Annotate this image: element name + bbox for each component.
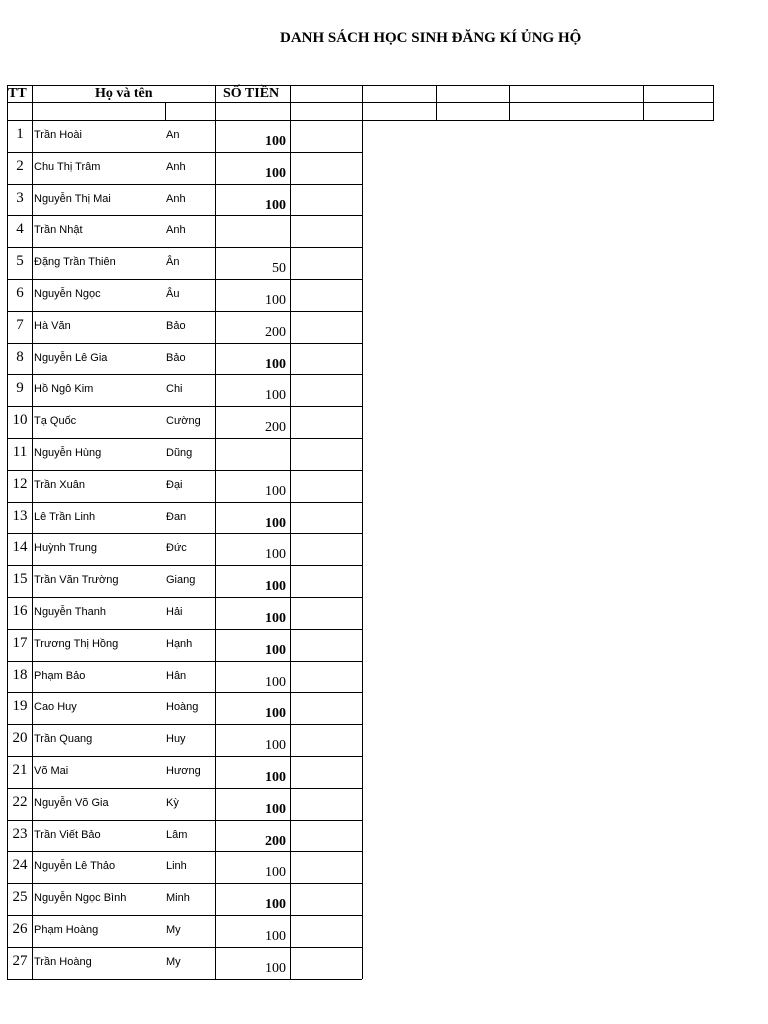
last-name: Trần Viết Bảo [34, 828, 101, 841]
first-name: Anh [166, 224, 186, 237]
grid-line [7, 756, 362, 757]
amount: 100 [265, 770, 286, 785]
amount: 100 [265, 611, 286, 626]
first-name: Kỳ [166, 796, 179, 809]
last-name: Trương Thị Hồng [34, 637, 119, 650]
grid-line [7, 343, 362, 344]
row-number: 26 [12, 921, 28, 937]
row-number: 20 [12, 730, 28, 747]
grid-line [643, 85, 644, 120]
header-tt: TT [8, 86, 27, 101]
last-name: Nguyễn Hùng [34, 447, 102, 459]
first-name: Đại [166, 478, 183, 491]
last-name: Phạm Hoàng [34, 924, 99, 936]
grid-line [290, 120, 291, 979]
grid-line [165, 102, 166, 120]
grid-line [7, 279, 362, 280]
last-name: Phạm Bảo [34, 669, 86, 682]
amount: 200 [265, 324, 286, 340]
last-name: Lê Trần Linh [34, 510, 96, 523]
row-number: 11 [12, 444, 28, 460]
amount: 100 [265, 483, 286, 499]
last-name: Hồ Ngô Kim [34, 383, 94, 396]
row-number: 9 [16, 380, 24, 397]
grid-line [215, 85, 216, 120]
first-name: Anh [166, 192, 186, 205]
last-name: Cao Huy [34, 701, 77, 714]
grid-line [7, 915, 362, 916]
row-number: 2 [16, 157, 24, 174]
grid-line [7, 820, 362, 821]
row-number: 15 [12, 571, 28, 588]
grid-line [7, 947, 362, 948]
first-name: Giang [166, 574, 196, 587]
grid-line [7, 152, 362, 153]
row-number: 21 [12, 762, 28, 778]
row-number: 10 [12, 412, 28, 429]
grid-line [7, 788, 362, 789]
row-number: 4 [16, 221, 24, 238]
first-name: Chi [166, 383, 183, 396]
row-number: 25 [12, 889, 28, 906]
amount: 200 [265, 420, 286, 436]
row-number: 23 [12, 825, 28, 842]
grid-line [7, 120, 362, 121]
last-name: Nguyễn Thanh [34, 606, 106, 618]
amount: 100 [265, 706, 286, 722]
grid-line [509, 85, 510, 120]
grid-line [362, 85, 363, 120]
grid-line [7, 661, 362, 662]
grid-line [7, 85, 8, 120]
grid-line [7, 597, 362, 598]
first-name: Ân [166, 256, 180, 269]
first-name: Anh [166, 160, 186, 173]
grid-line [7, 851, 362, 852]
row-number: 6 [16, 285, 24, 301]
first-name: My [166, 955, 181, 968]
grid-line [7, 979, 362, 980]
first-name: Lâm [166, 828, 188, 841]
last-name: Hà Văn [34, 319, 71, 332]
amount: 100 [265, 674, 286, 690]
last-name: Nguyễn Thị Mai [34, 192, 111, 205]
grid-line [7, 470, 362, 471]
grid-line [7, 374, 362, 375]
amount: 100 [265, 642, 286, 658]
amount: 100 [265, 388, 286, 404]
header-amount: SỐ TIỀN [223, 86, 280, 101]
first-name: Bảo [166, 319, 186, 332]
amount: 100 [265, 515, 286, 531]
header-name: Họ và tên [95, 86, 153, 101]
amount: 100 [265, 929, 286, 944]
amount: 100 [265, 579, 286, 595]
first-name: Hoàng [166, 701, 199, 714]
row-number: 13 [12, 507, 28, 524]
last-name: Trần Hoài [34, 129, 82, 141]
last-name: Chu Thị Trâm [34, 160, 101, 173]
last-name: Huỳnh Trung [34, 542, 97, 555]
first-name: Dũng [166, 447, 193, 459]
first-name: Linh [166, 860, 187, 873]
row-number: 8 [16, 348, 24, 365]
last-name: Trần Xuân [34, 478, 85, 491]
document-title: DANH SÁCH HỌC SINH ĐĂNG KÍ ỦNG HỘ [280, 30, 582, 46]
last-name: Nguyễn Ngọc [34, 288, 101, 300]
row-number: 5 [16, 253, 24, 270]
first-name: Minh [166, 892, 190, 905]
first-name: Hân [166, 669, 187, 682]
grid-line [7, 85, 714, 86]
row-number: 1 [16, 126, 24, 142]
grid-line [7, 311, 362, 312]
last-name: Nguyễn Lê Gia [34, 351, 108, 364]
grid-line [7, 406, 362, 407]
last-name: Trần Nhật [34, 224, 83, 237]
amount: 50 [272, 261, 286, 277]
amount: 100 [265, 134, 286, 149]
grid-line [32, 120, 33, 979]
grid-line [7, 184, 362, 185]
row-number: 22 [12, 793, 28, 810]
grid-line [7, 565, 362, 566]
row-number: 16 [12, 603, 28, 619]
row-number: 7 [16, 316, 24, 333]
first-name: My [166, 924, 181, 936]
first-name: Âu [166, 288, 180, 300]
first-name: Hạnh [166, 637, 193, 650]
grid-line [7, 724, 362, 725]
first-name: Hải [166, 606, 183, 618]
row-number: 12 [12, 475, 28, 492]
grid-line [7, 883, 362, 884]
grid-line [7, 629, 362, 630]
grid-line [362, 120, 363, 979]
first-name: An [166, 129, 180, 141]
grid-line [7, 215, 362, 216]
first-name: Bảo [166, 351, 186, 364]
first-name: Cường [166, 415, 201, 428]
first-name: Đức [166, 542, 187, 555]
grid-line [7, 533, 362, 534]
row-number: 24 [12, 857, 28, 874]
amount: 100 [265, 356, 286, 372]
last-name: Trần Quang [34, 733, 93, 746]
last-name: Trần Văn Trường [34, 574, 119, 587]
last-name: Tạ Quốc [34, 415, 77, 428]
grid-line [713, 85, 714, 120]
row-number: 19 [12, 698, 28, 715]
amount: 100 [265, 738, 286, 754]
row-number: 17 [12, 634, 28, 651]
amount: 100 [265, 293, 286, 308]
first-name: Hương [166, 765, 201, 777]
row-number: 3 [16, 189, 24, 206]
grid-line [7, 102, 714, 103]
row-number: 18 [12, 666, 28, 683]
grid-line [32, 85, 33, 120]
last-name: Nguyễn Võ Gia [34, 796, 109, 809]
amount: 100 [265, 197, 286, 213]
amount: 100 [265, 960, 286, 976]
grid-line [7, 438, 362, 439]
first-name: Đan [166, 510, 187, 523]
amount: 200 [265, 833, 286, 849]
last-name: Nguyễn Lê Thảo [34, 860, 116, 873]
amount: 100 [265, 165, 286, 181]
grid-line [7, 502, 362, 503]
row-number: 14 [12, 539, 28, 556]
grid-line [7, 247, 362, 248]
last-name: Trần Hoàng [34, 955, 92, 968]
amount: 100 [265, 865, 286, 881]
row-number: 27 [12, 952, 28, 969]
amount: 100 [265, 897, 286, 913]
grid-line [290, 85, 291, 120]
amount: 100 [265, 801, 286, 817]
amount: 100 [265, 547, 286, 563]
grid-line [7, 692, 362, 693]
first-name: Huy [166, 733, 186, 746]
grid-line [436, 85, 437, 120]
last-name: Nguyễn Ngọc Bình [34, 892, 127, 905]
last-name: Võ Mai [34, 765, 69, 777]
last-name: Đặng Trần Thiên [34, 256, 116, 269]
